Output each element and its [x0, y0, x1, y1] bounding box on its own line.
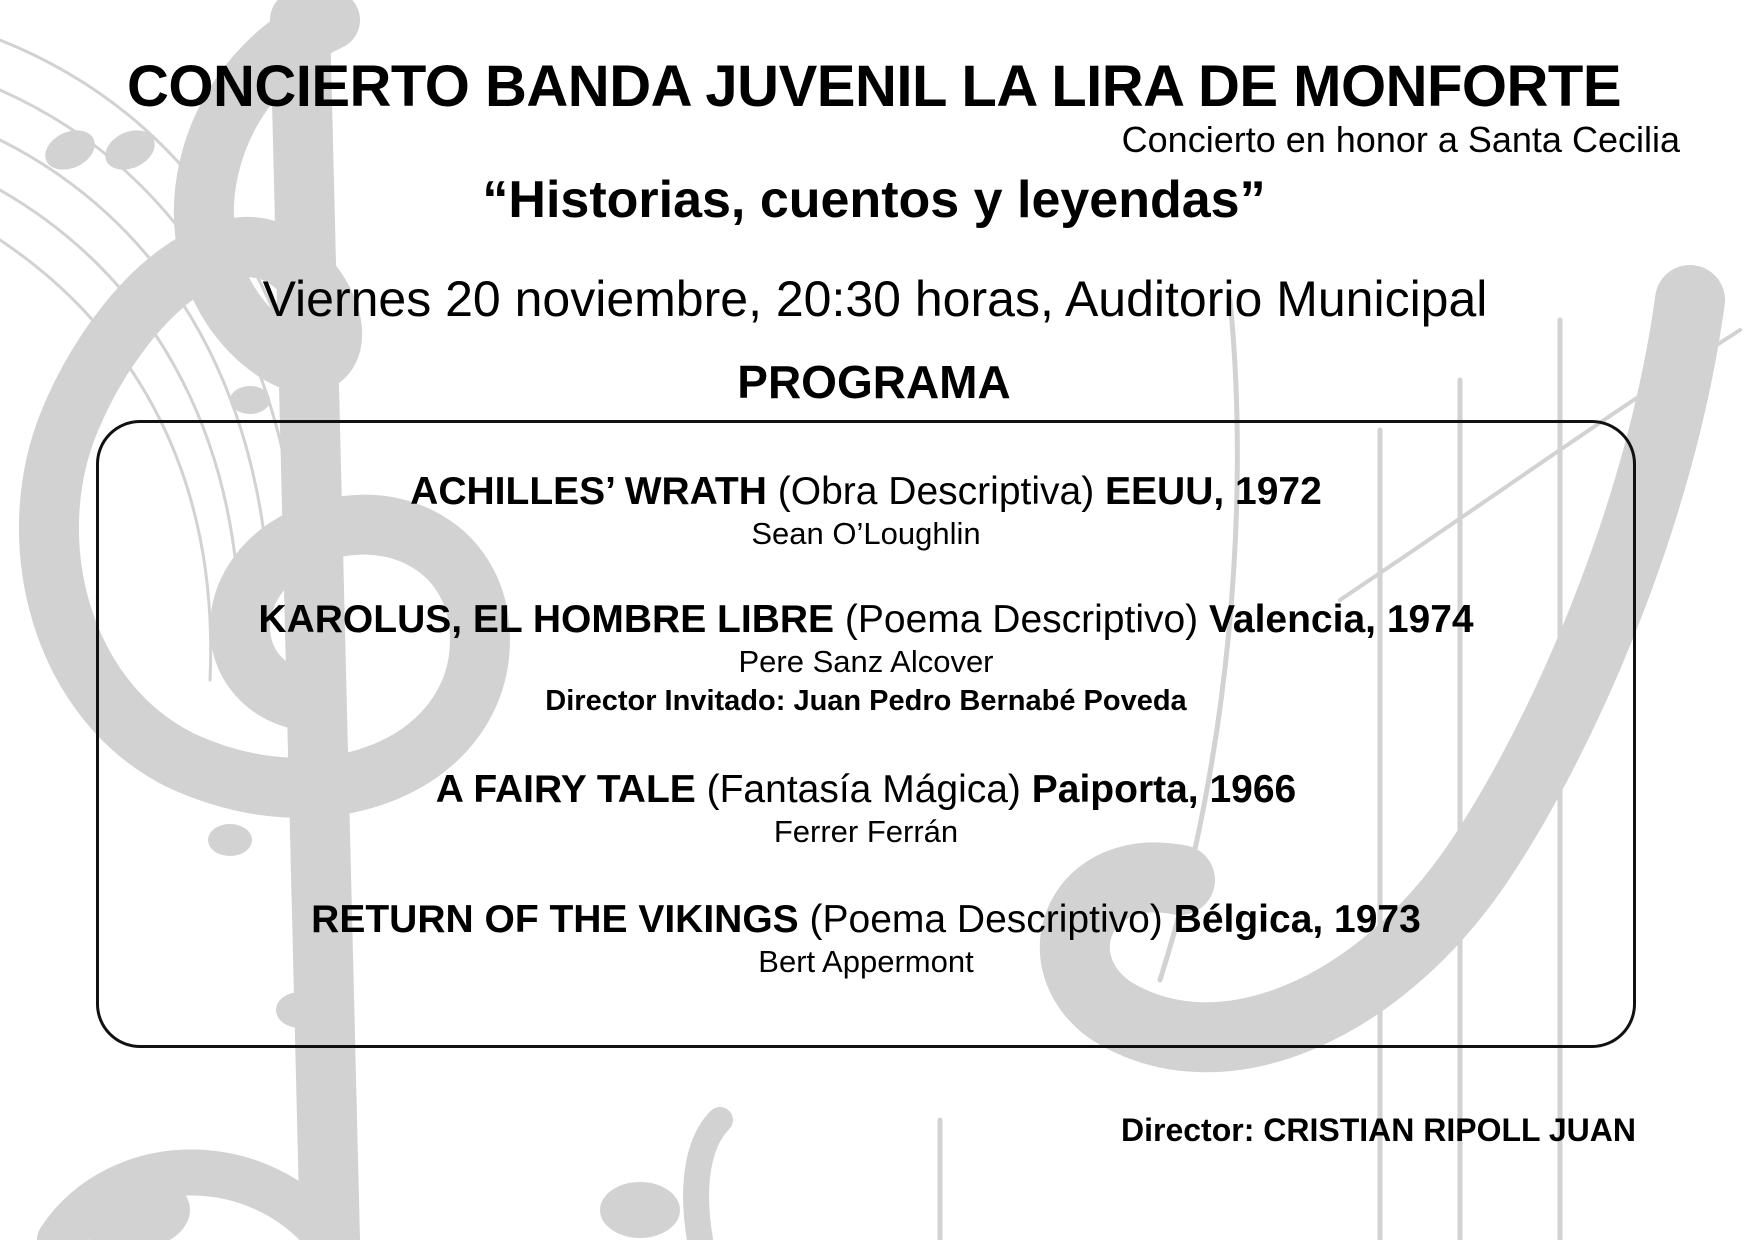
- work-origin: Paiporta, 1966: [1031, 768, 1297, 811]
- program-item: [99, 767, 1633, 851]
- concert-subtitle: Concierto en honor a Santa Cecilia: [1121, 119, 1680, 160]
- work-title: A FAIRY TALE: [435, 768, 696, 811]
- work-composer: Ferrer Ferrán: [773, 814, 959, 849]
- work-origin: Bélgica, 1973: [1173, 898, 1421, 941]
- program-item: [99, 897, 1633, 981]
- work-composer: Sean O’Loughlin: [751, 516, 981, 551]
- concert-theme: “Historias, cuentos y leyendas”: [482, 171, 1266, 229]
- guest-director: Director Invitado: Juan Pedro Bernabé Poveda: [545, 685, 1187, 717]
- work-title: RETURN OF THE VIKINGS: [311, 898, 799, 941]
- concert-title: CONCIERTO BANDA JUVENIL LA LIRA DE MONFORTE: [126, 54, 1622, 119]
- work-composer: Bert Appermont: [758, 944, 974, 979]
- program-item: [99, 597, 1633, 719]
- work-composer: Pere Sanz Alcover: [738, 644, 994, 679]
- program-box: [96, 420, 1636, 1048]
- music-notes-watermark-icon: [696, 1120, 720, 1240]
- concert-date-venue: Viernes 20 noviembre, 20:30 horas, Auditorio Municipal: [262, 271, 1488, 327]
- work-type: (Obra Descriptiva): [777, 470, 1095, 513]
- work-title: ACHILLES’ WRATH: [410, 470, 767, 513]
- work-origin: Valencia, 1974: [1209, 598, 1474, 641]
- program-heading: PROGRAMA: [737, 356, 1011, 408]
- conductor-credit: Director: CRISTIAN RIPOLL JUAN: [1120, 1112, 1636, 1148]
- work-title: KAROLUS, EL HOMBRE LIBRE: [258, 598, 835, 641]
- work-origin: EEUU, 1972: [1105, 470, 1322, 513]
- work-type: (Fantasía Mágica): [706, 768, 1021, 811]
- work-type: (Poema Descriptivo): [809, 898, 1163, 941]
- program-item: [99, 469, 1633, 553]
- work-type: (Poema Descriptivo): [844, 598, 1199, 641]
